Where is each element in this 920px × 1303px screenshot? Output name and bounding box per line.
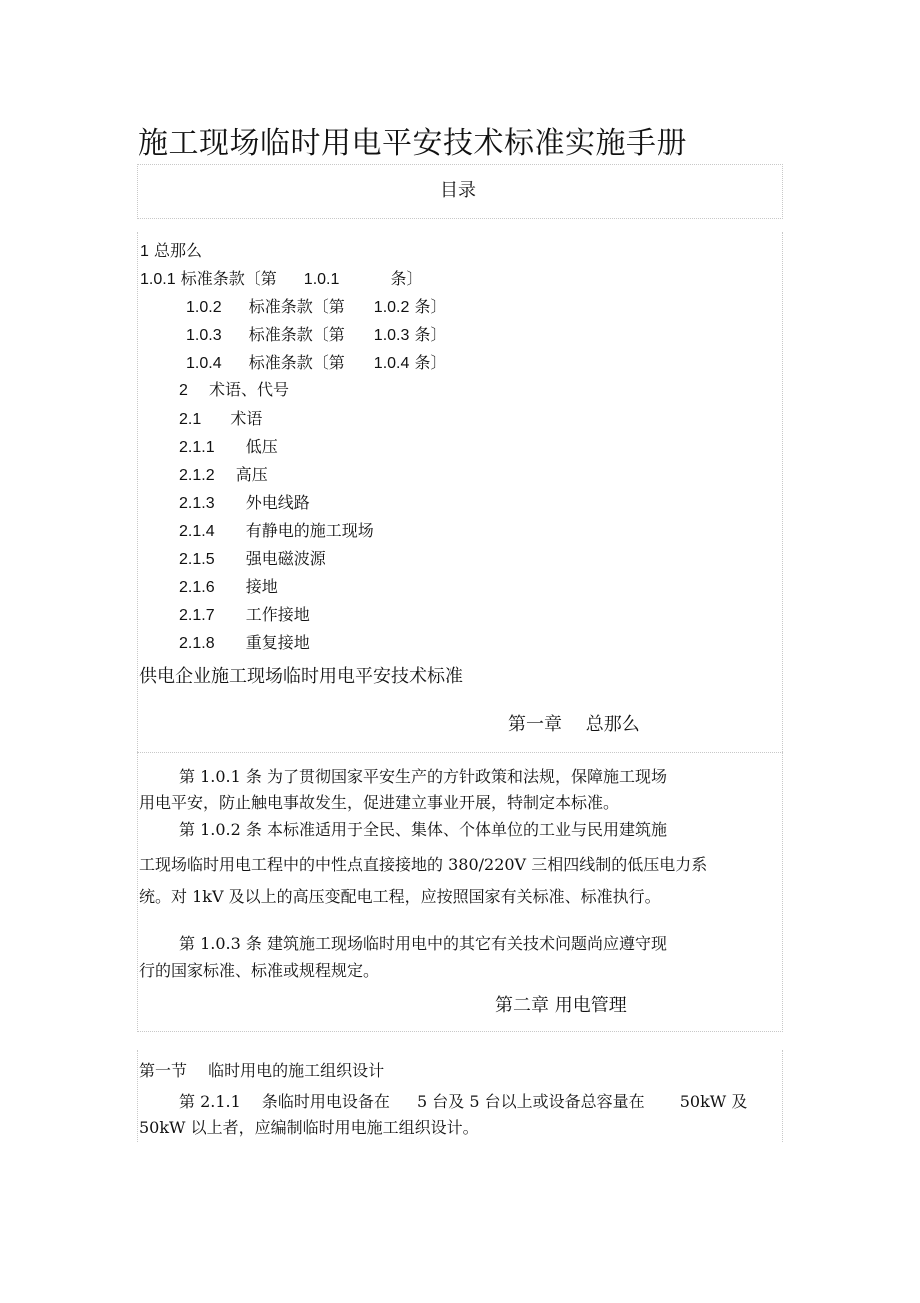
toc-item[interactable]: 2.1.4 有静电的施工现场 — [179, 521, 374, 540]
toc-item[interactable]: 2.1.3 外电线路 — [179, 493, 310, 512]
toc-item[interactable]: 2.1.8 重复接地 — [179, 633, 310, 652]
section-1-heading: 第一节 临时用电的施工组织设计 — [139, 1061, 385, 1080]
toc-item[interactable]: 2.1.2 高压 — [179, 465, 268, 484]
paragraph-line: 行的国家标准、标准或规程规定。 — [139, 961, 380, 980]
paragraph-line: 统。对 1kV 及以上的高压变配电工程，应按照国家有关标准、标准执行。 — [139, 887, 661, 906]
toc-item[interactable]: 1.0.4 标准条款〔第 1.0.4 条〕 — [186, 353, 447, 372]
toc-item[interactable]: 2.1.6 接地 — [179, 577, 278, 596]
divider — [137, 752, 783, 753]
paragraph-line: 第 2.1.1 条临时用电设备在 5 台及 5 台以上或设备总容量在 50kW 及 — [179, 1092, 748, 1111]
paragraph-line: 第 1.0.1 条 为了贯彻国家平安生产的方针政策和法规，保障施工现场 — [179, 767, 667, 786]
toc-item[interactable]: 2.1.5 强电磁波源 — [179, 549, 326, 568]
page-title: 施工现场临时用电平安技术标准实施手册 — [138, 126, 687, 161]
paragraph-line: 50kW 以上者，应编制临时用电施工组织设计。 — [139, 1118, 479, 1137]
document-subtitle: 供电企业施工现场临时用电平安技术标准 — [139, 666, 463, 687]
paragraph-line: 第 1.0.2 条 本标准适用于全民、集体、个体单位的工业与民用建筑施 — [179, 820, 667, 839]
paragraph-line: 第 1.0.3 条 建筑施工现场临时用电中的其它有关技术问题尚应遵守现 — [179, 934, 667, 953]
toc-item[interactable]: 2.1 术语 — [179, 409, 263, 428]
paragraph-line: 工现场临时用电工程中的中性点直接接地的 380/220V 三相四线制的低压电力系 — [139, 855, 708, 874]
toc-item[interactable]: 1 总那么 — [140, 241, 203, 260]
toc-heading: 目录 — [440, 180, 476, 201]
toc-item[interactable]: 1.0.2 标准条款〔第 1.0.2 条〕 — [186, 297, 447, 316]
toc-item[interactable]: 2 术语、代号 — [179, 380, 290, 399]
paragraph-line: 用电平安，防止触电事故发生，促进建立事业开展，特制定本标准。 — [139, 793, 620, 812]
toc-item[interactable]: 2.1.7 工作接地 — [179, 605, 310, 624]
toc-item[interactable]: 1.0.1 标准条款〔第 1.0.1 条〕 — [140, 269, 423, 288]
toc-item[interactable]: 2.1.1 低压 — [179, 437, 278, 456]
chapter-1-heading: 第一章 总那么 — [508, 714, 640, 735]
toc-item[interactable]: 1.0.3 标准条款〔第 1.0.3 条〕 — [186, 325, 447, 344]
chapter-2-heading: 第二章 用电管理 — [495, 995, 627, 1016]
